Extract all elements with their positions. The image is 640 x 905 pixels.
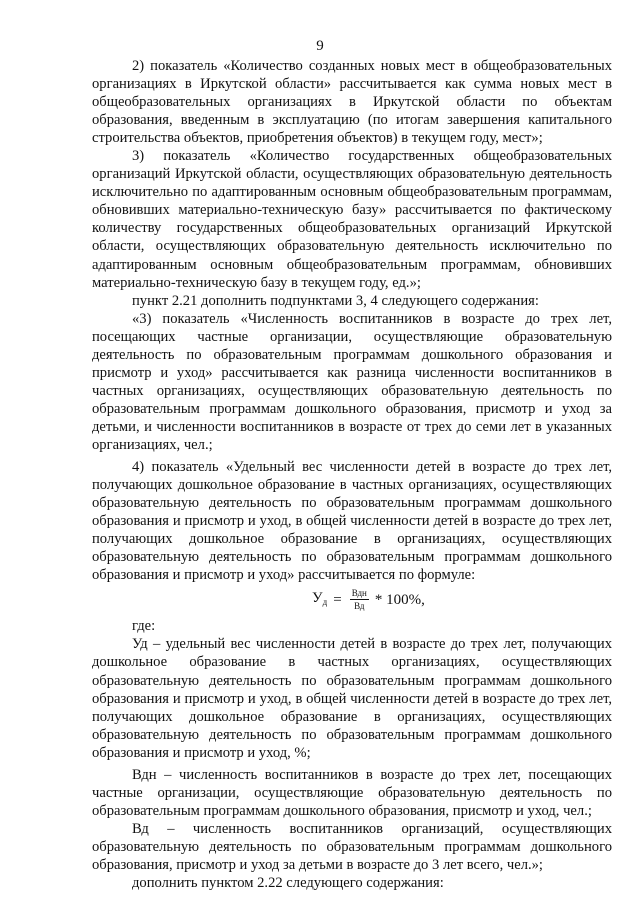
definition-vdn: Вдн – численность воспитанников в возрасте до трех лет, посещающих частные организации, осуществляющие образовательную деятельность по образовательным программам дошкольного образования, присмотр и уход, чел.; [92,766,612,819]
definition-vd: Вд – численность воспитанников организаций, осуществляющих образовательную деятельность по образовательным программам дошкольного образования, присмотр и уход за детьми в возрасте до 3 лет всего, чел.»; [92,820,612,873]
paragraph-where: где: [132,618,156,635]
page-number: 9 [316,38,324,54]
paragraph-subitem-3: «3) показатель «Численность воспитанников в возрасте до трех лет, посещающих частные организации, осуществляющие образовательную деятельность по образовательным программам дошкольного образования и присмотр и уход» рассчитывается как разница численности воспитанников в частных организациях, осуществляющих образовательную деятельность по образовательным программам дошкольного образования, присмотр и уход за детьми, и численности воспитанников в возрасте от трех до семи лет в указанных организациях, чел.; [92,310,612,453]
formula-equals: = [333,591,342,608]
formula-fraction [350,588,369,611]
formula-lhs: $У_д$ [312,589,328,607]
paragraph-amend-2-21: пункт 2.21 дополнить подпунктами 3, 4 следующего содержания: [132,292,539,309]
formula-denominator: Вд [354,601,365,612]
paragraph-indicator-2: 2) показатель «Количество созданных новых мест в общеобразовательных организациях в Иркутской области» рассчитывается как сумма новых мест в общеобразовательных организациях в Иркутской области по объектам образования, введенным в эксплуатацию (по итогам завершения капитального строительства объектов, приобретения объектов) в текущем году, мест»; [92,58,612,147]
paragraph-amend-2-22: дополнить пунктом 2.22 следующего содержания: [132,875,444,892]
definition-ud: Уд – удельный вес численности детей в возрасте до трех лет, получающих дошкольное образование в частных организациях, осуществляющих образовательную деятельность по образовательным программам дошкольного образования и присмотр и уход, в общей численности детей в возрасте до трех лет, получающих дошкольное образование в организациях, осуществляющих образовательную деятельность по образовательным программам дошкольного образования и присмотр и уход, %; [92,636,612,761]
paragraph-indicator-3: 3) показатель «Количество государственных общеобразовательных организаций Иркутской области, осуществляющих образовательную деятельность исключительно по адаптированным основным общеобразовательным программам, обновивших материально-техническую базу» рассчитывается по фактическому количеству государственных общеобразовательных организаций Иркутской области, осуществляющих образовательную деятельность исключительно по адаптированным основным общеобразовательным программам, обновивших материально-техническую базу в текущем году, ед.»; [92,148,612,291]
document-body [92,57,612,892]
formula-rhs: * 100%, [374,591,425,608]
formula [92,584,612,617]
paragraph-subitem-4: 4) показатель «Удельный вес численности детей в возрасте до трех лет, получающих дошкольное образование в частных организациях, осуществляющих образовательную деятельность по образовательным программам дошкольного образования и присмотр и уход, в общей численности детей в возрасте до трех лет, получающих дошкольное образование в организациях, осуществляющих образовательную деятельность по образовательным программам дошкольного образования и присмотр и уход» рассчитывается по формуле: [92,459,612,584]
formula-numerator: Вдн [351,588,367,599]
